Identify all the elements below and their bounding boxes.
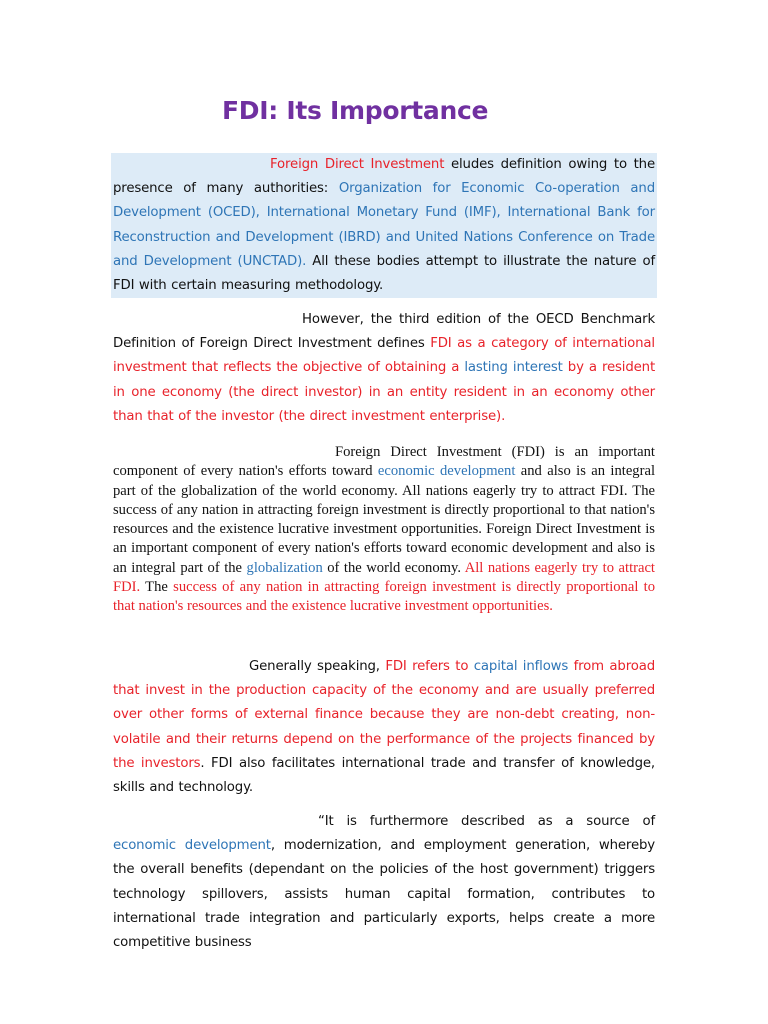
term-lasting-interest: lasting interest: [464, 360, 563, 376]
text-span: and also is an integral part of the globalization of the world economy. All nations eagerly try to attract FDI. The success of any nation in attracting foreign investment is directly proportional to that nation's resources and the existence lucrative investment opportunities. Foreign Direct Investment is an important component of every nation's efforts toward economic development and also is an integral part of the: [113, 463, 655, 576]
text-span: All these bodies attempt to illustrate the nature of FDI with certain measuring methodology.: [113, 253, 655, 294]
highlight-red: All nations eagerly try to attract FDI.: [113, 559, 655, 596]
paragraph-oecd-definition: [113, 308, 655, 429]
highlight-red: FDI refers to: [385, 659, 474, 674]
paragraph-fdi-importance: [113, 443, 655, 617]
term-economic-development: economic development: [377, 463, 516, 480]
term-globalization: globalization: [246, 559, 323, 576]
organization-list: Organization for Economic Co-operation and Development (OCED), International Monetary Fund (IMF), International Bank for Reconstruction and Development (IBRD) and United Nations Conference on Trade and Development (UNCTAD).: [113, 181, 655, 269]
text-span: . FDI also facilitates international trade and transfer of knowledge, skills and technology.: [113, 755, 655, 796]
text-span: Generally speaking,: [249, 659, 386, 674]
paragraph-fdi-definition: [111, 153, 657, 298]
highlight-red: FDI as a category of international investment that reflects the objective of obtaining a: [113, 336, 655, 376]
term-capital-inflows: capital inflows: [473, 659, 569, 674]
highlight-red: success of any nation in attracting foreign investment is directly proportional to that nation's resources and the existence lucrative investment opportunities.: [113, 579, 655, 615]
text-span: “It is furthermore described as a source of: [318, 814, 655, 829]
text-span: of the world economy.: [322, 559, 465, 576]
text-span: The: [140, 579, 174, 596]
text-span: However, the third edition of the OECD Benchmark Definition of Foreign Direct Investment defines: [113, 312, 655, 352]
highlight-red: from abroad that invest in the production capacity of the economy and are usually preferred over other forms of external finance because they are non-debt creating, non-volatile and their returns depend on the performance of the projects financed by the investors: [113, 659, 655, 771]
term-economic-development: economic development: [113, 838, 271, 854]
paragraph-generally-speaking: [113, 655, 655, 800]
term-foreign-direct-investment: Foreign Direct Investment: [270, 157, 445, 172]
paragraph-source-of-development: [113, 810, 655, 955]
text-span: eludes definition owing to the presence of many authorities:: [113, 157, 655, 197]
text-span: , modernization, and employment generation, whereby the overall benefits (dependant on the policies of the host government) triggers technology spillovers, assists human capital formation, contributes to international trade integration and particularly exports, helps create a more competitive business: [113, 838, 656, 951]
page-title: FDI: Its Importance: [222, 96, 489, 125]
highlight-red: by a resident in one economy (the direct investor) in an entity resident in an economy other than that of the investor (the direct investment enterprise).: [113, 360, 656, 424]
text-span: Foreign Direct Investment (FDI) is an important component of every nation's efforts toward: [113, 444, 655, 480]
